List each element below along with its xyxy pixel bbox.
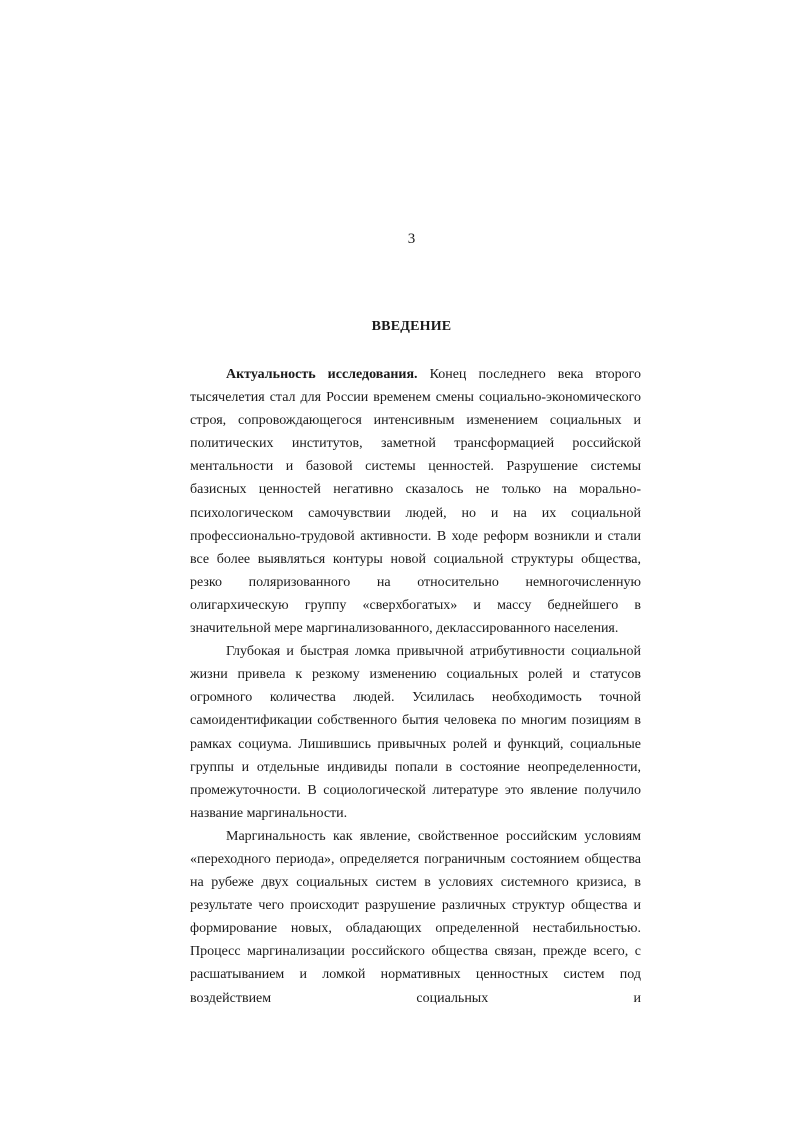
section-heading: ВВЕДЕНИЕ (371, 319, 452, 334)
paragraph-text: Глубокая и быстрая ломка привычной атрибутивности социальной жизни привела к резкому изменению социальных ролей и статусов огромного количества людей. Усилилась необходимость точной самоидентификации собственного бытия человека по многим позициям в рамках социума. Лишившись привычных ролей и функций, социальные группы и отдельные индивиды попали в состояние неопределенности, промежуточности. В социологической литературе это явление получило название маргинальности. (190, 644, 641, 821)
paragraph-lead: Актуальность исследования. (226, 367, 418, 382)
page-number: 3 (407, 231, 416, 247)
paragraph-text: Маргинальность как явление, свойственное российским условиям «переходного периода», определяется пограничным состоянием общества на рубеже двух социальных систем в условиях системного кризиса, в результате чего происходит разрушение различных структур общества и формирование новых, обладающих определенной нестабильностью. Процесс маргинализации российского общества связан, прежде всего, с расшатыванием и ломкой нормативных ценностных систем под воздействием социальных и (190, 828, 641, 1006)
paragraph-social-change (190, 640, 641, 825)
paragraph-text: Конец последнего века второго тысячелетия стал для России временем смены социально-экономического строя, сопровождающегося интенсивным изменением социальных и политических институтов, заметной трансформацией российской ментальности и базовой системы ценностей. Разрушение системы базисных ценностей негативно сказалось не только на морально-психологическом самочувствии людей, но и на их социальной профессионально-трудовой активности. В ходе реформ возникли и стали все более выявляться контуры новой социальной структуры общества, резко поляризованного на относительно немногочисленную олигархическую группу «сверхбогатых» и массу беднейшего в значительной мере маргинализованного, деклассированного населения. (190, 367, 641, 637)
paragraph-marginality (190, 825, 641, 1010)
body-text (190, 363, 641, 1010)
paragraph-relevance (190, 363, 641, 640)
